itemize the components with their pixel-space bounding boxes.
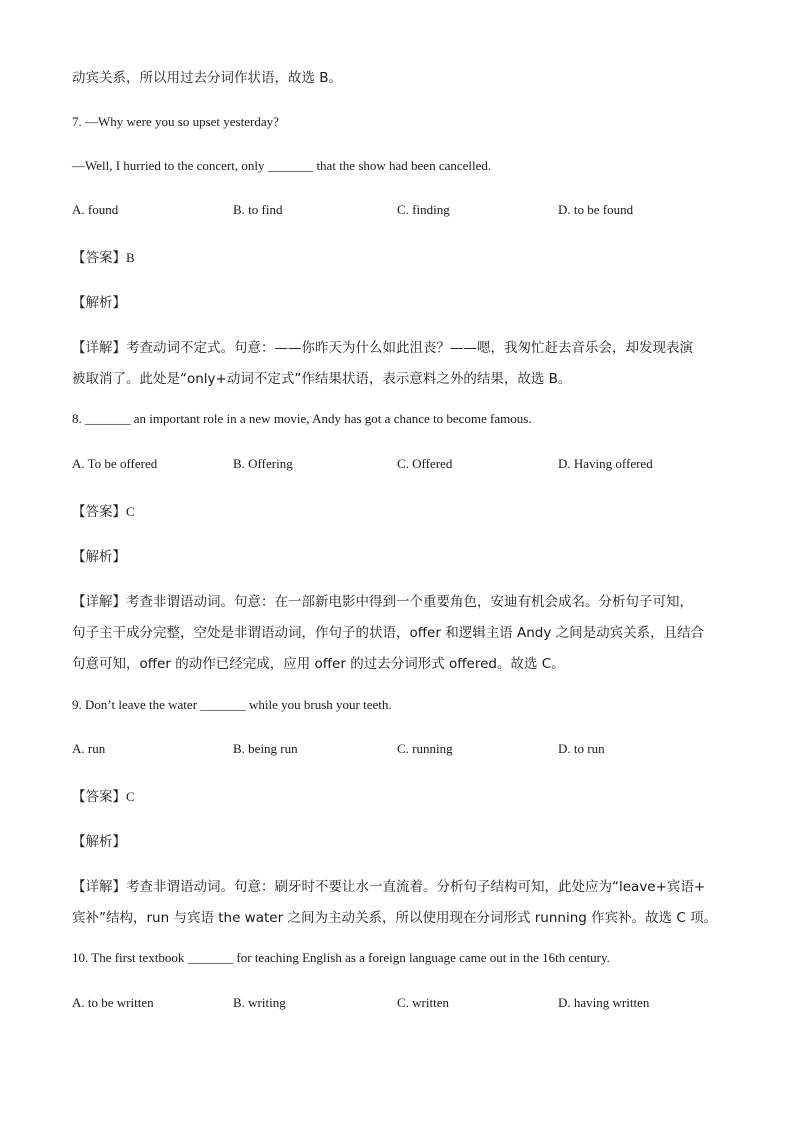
analysis-tag: 【解析】	[72, 834, 126, 850]
analysis-tag: 【解析】	[72, 295, 126, 311]
intro-text: 动宾关系，所以用过去分词作状语，故选 B。	[72, 70, 343, 86]
answer-line	[72, 246, 734, 266]
answer-line	[72, 785, 734, 805]
option-c: C. running	[397, 741, 453, 756]
option-b: B. to find	[233, 202, 283, 217]
answer-value: B	[126, 250, 135, 265]
detail-text: 【详解】考查非谓语动词。句意：在一部新电影中得到一个重要角色，安迪有机会成名。分析句子可知，	[72, 594, 693, 610]
answer-line	[72, 500, 734, 520]
detail-text: 【详解】考查动词不定式。句意：——你昨天为什么如此沮丧？——嗯，我匆忙赶去音乐会，却发现表演	[72, 340, 693, 356]
option-c: C. finding	[397, 202, 450, 217]
option-b: B. being run	[233, 741, 298, 756]
option-a: A. found	[72, 202, 119, 217]
answer-value: C	[126, 504, 135, 519]
question-stem: 8. _______ an important role in a new movie, Andy has got a chance to become famous.	[72, 411, 532, 426]
answer-tag: 【答案】	[72, 789, 126, 805]
option-a: A. to be written	[72, 995, 154, 1010]
detail-text: 句意可知，offer 的动作已经完成，应用 offer 的过去分词形式 offered。故选 C。	[72, 656, 565, 672]
detail-text: 句子主干成分完整，空处是非谓语动词，作句子的状语，offer 和逻辑主语 Andy 之间是动宾关系，且结合	[72, 625, 705, 641]
answer-value: C	[126, 789, 135, 804]
option-d: D. to be found	[558, 202, 634, 217]
answer-tag: 【答案】	[72, 504, 126, 520]
option-c: C. Offered	[397, 456, 453, 471]
analysis-tag: 【解析】	[72, 549, 126, 565]
answer-tag: 【答案】	[72, 250, 126, 266]
option-d: D. Having offered	[558, 456, 653, 471]
question-stem: 9. Don’t leave the water _______ while you brush your teeth.	[72, 697, 392, 712]
option-b: B. Offering	[233, 456, 293, 471]
question-stem: 10. The first textbook _______ for teaching English as a foreign language came out in the 16th century.	[72, 950, 610, 965]
detail-text: 被取消了。此处是“only+动词不定式”作结果状语，表示意料之外的结果，故选 B。	[72, 371, 572, 387]
detail-text: 【详解】考查非谓语动词。句意：刷牙时不要让水一直流着。分析句子结构可知，此处应为“leave+宾语+	[72, 879, 706, 895]
option-a: A. To be offered	[72, 456, 158, 471]
detail-text: 宾补”结构，run 与宾语 the water 之间为主动关系，所以使用现在分词形式 running 作宾补。故选 C 项。	[72, 910, 718, 926]
option-c: C. written	[397, 995, 449, 1010]
option-d: D. to run	[558, 741, 605, 756]
option-b: B. writing	[233, 995, 286, 1010]
option-a: A. run	[72, 741, 106, 756]
question-stem: 7. —Why were you so upset yesterday?	[72, 114, 279, 129]
option-d: D. having written	[558, 995, 650, 1010]
question-stem: —Well, I hurried to the concert, only _______ that the show had been cancelled.	[72, 158, 492, 173]
